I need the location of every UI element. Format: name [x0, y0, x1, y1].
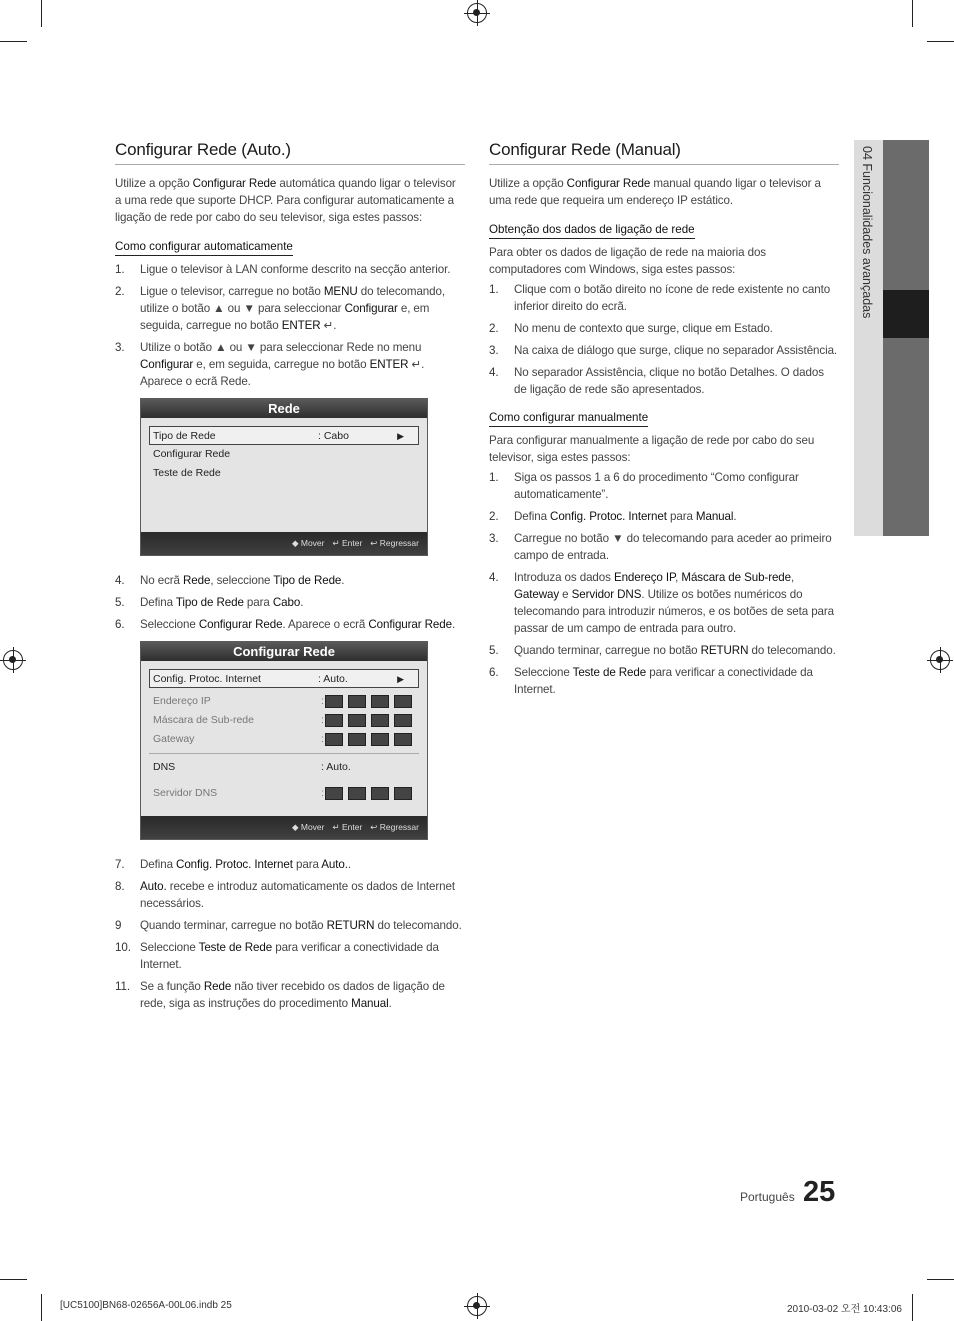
- tv-footer-hints: ◆ Mover ↵ Enter ↩ Regressar: [141, 532, 427, 555]
- step-text: Quando terminar, carregue no botão RETURN do telecomando.: [140, 919, 462, 932]
- list-item: [489, 320, 839, 337]
- step-text: No menu de contexto que surge, clique em Estado.: [514, 322, 773, 335]
- step-text: Carregue no botão ▼ do telecomando para aceder ao primeiro campo de entrada.: [514, 532, 832, 562]
- registration-mark-icon: [467, 3, 487, 23]
- step-text: Auto. recebe e introduz automaticamente os dados de Internet necessários.: [140, 880, 455, 910]
- page-number: 25: [803, 1176, 836, 1208]
- list-item: [115, 572, 465, 589]
- step-number: 1.: [489, 471, 499, 484]
- list-item: [115, 917, 465, 934]
- list-item: [115, 856, 465, 873]
- list-item: [115, 261, 465, 278]
- subheading-auto: Como configurar automaticamente: [115, 240, 293, 256]
- sub2-intro: Para configurar manualmente a ligação de rede por cabo do seu televisor, siga estes passos:: [489, 434, 815, 464]
- step-number: 4.: [489, 366, 499, 379]
- triangle-right-icon: ▶: [397, 431, 404, 441]
- step-text: Introduza os dados Endereço IP, Máscara de Sub-rede, Gateway e Servidor DNS. Utilize os botões numéricos do telecomando para introduzir números, e os botões de seta para passar de um campo de entrada para outro.: [514, 571, 835, 635]
- print-slug: [UC5100]BN68-02656A-00L06.indb 25: [60, 1300, 232, 1311]
- steps-list: [489, 469, 839, 698]
- step-number: 6.: [115, 618, 125, 631]
- step-text: Clique com o botão direito no ícone de rede existente no canto inferior direito do ecrã.: [514, 283, 831, 313]
- steps-list: [115, 261, 465, 390]
- section-title-auto: Configurar Rede (Auto.): [115, 140, 465, 165]
- step-text: Quando terminar, carregue no botão RETURN do telecomando.: [514, 644, 836, 657]
- step-number: 4.: [489, 571, 499, 584]
- crop-mark: [0, 1279, 27, 1280]
- step-number: 11.: [115, 980, 130, 993]
- registration-mark-icon: [467, 1296, 487, 1316]
- list-item: [115, 339, 465, 390]
- list-item: [115, 594, 465, 611]
- subheading-manual: Como configurar manualmente: [489, 411, 648, 427]
- step-number: 2.: [489, 510, 499, 523]
- section-title-manual: Configurar Rede (Manual): [489, 140, 839, 165]
- step-text: Defina Config. Protoc. Internet para Manual.: [514, 510, 737, 523]
- step-number: 10.: [115, 941, 131, 954]
- tv-screen-rede: [140, 398, 428, 556]
- field-endereco-ip: Endereço IP :: [141, 692, 427, 711]
- menu-item-configurar-rede[interactable]: Configurar Rede: [153, 448, 231, 460]
- list-item: [489, 569, 839, 637]
- menu-item-teste-de-rede[interactable]: Teste de Rede: [153, 467, 221, 479]
- tv-screen-title: Rede: [141, 399, 427, 418]
- list-item: [489, 281, 839, 315]
- menu-item-tipo-de-rede[interactable]: Tipo de Rede : Cabo ▶: [149, 426, 419, 445]
- step-number: 3.: [489, 344, 499, 357]
- step-text: Defina Tipo de Rede para Cabo.: [140, 596, 304, 609]
- sub1-intro: Para obter os dados de ligação de rede na maioria dos computadores com Windows, siga estes passos:: [489, 246, 766, 276]
- intro-paragraph: Utilize a opção Configurar Rede manual quando ligar o televisor a uma rede que requeira um endereço IP estático.: [489, 177, 821, 207]
- registration-mark-icon: [930, 650, 950, 670]
- step-number: 5.: [115, 596, 125, 609]
- list-item: [489, 364, 839, 398]
- step-number: 5.: [489, 644, 499, 657]
- step-number: 2.: [489, 322, 499, 335]
- step-number: 4.: [115, 574, 125, 587]
- footer-language: Português: [740, 1190, 795, 1204]
- list-item: [115, 978, 465, 1012]
- list-item: [115, 878, 465, 912]
- list-item: [115, 616, 465, 633]
- steps-list: [489, 281, 839, 398]
- step-number: 6.: [489, 666, 499, 679]
- step-number: 3.: [115, 341, 125, 354]
- step-text: Seleccione Teste de Rede para verificar a conectividade da Internet.: [514, 666, 813, 696]
- step-number: 8.: [115, 880, 125, 893]
- tv-footer-hints: ◆ Mover ↵ Enter ↩ Regressar: [141, 816, 427, 839]
- list-item: [489, 530, 839, 564]
- list-item: [489, 342, 839, 359]
- step-text: Na caixa de diálogo que surge, clique no separador Assistência.: [514, 344, 838, 357]
- tv-screen-configurar-rede: [140, 641, 428, 840]
- step-text: No ecrã Rede, seleccione Tipo de Rede.: [140, 574, 345, 587]
- step-text: Seleccione Teste de Rede para verificar a conectividade da Internet.: [140, 941, 439, 971]
- list-item: [489, 508, 839, 525]
- menu-item-dns[interactable]: DNS : Auto.: [153, 761, 351, 773]
- step-text: Ligue o televisor, carregue no botão MENU do telecomando, utilize o botão ▲ ou ▼ para seleccionar Configurar e, em seguida, carregue no botão ENTER ↵.: [140, 285, 445, 332]
- field-servidor-dns: Servidor DNS :: [141, 784, 427, 803]
- right-column: [489, 140, 839, 703]
- tv-screen-title: Configurar Rede: [141, 642, 427, 661]
- list-item: [489, 642, 839, 659]
- crop-mark: [41, 0, 42, 27]
- chapter-label: 04 Funcionalidades avançadas: [860, 146, 874, 319]
- list-item: [115, 283, 465, 334]
- crop-mark: [927, 41, 954, 42]
- step-number: 2.: [115, 285, 125, 298]
- subheading-obtencao: Obtenção dos dados de ligação de rede: [489, 223, 695, 239]
- left-column: [115, 140, 465, 1017]
- step-number: 7.: [115, 858, 125, 871]
- steps-list: [115, 572, 465, 633]
- crop-mark: [912, 0, 913, 27]
- chapter-side-tab: [854, 140, 929, 536]
- registration-mark-icon: [3, 650, 23, 670]
- step-text: Utilize o botão ▲ ou ▼ para seleccionar Rede no menu Configurar e, em seguida, carregue no botão ENTER ↵. Aparece o ecrã Rede.: [140, 341, 425, 388]
- crop-mark: [0, 41, 27, 42]
- triangle-right-icon: ▶: [397, 674, 404, 684]
- field-gateway: Gateway :: [141, 730, 427, 749]
- list-item: [489, 469, 839, 503]
- crop-mark: [41, 1294, 42, 1321]
- intro-paragraph: Utilize a opção Configurar Rede automática quando ligar o televisor a uma rede que suporte DHCP. Para configurar automaticamente a ligação de rede por cabo do seu televisor, siga estes passos:: [115, 177, 456, 224]
- step-text: Siga os passos 1 a 6 do procedimento “Como configurar automaticamente”.: [514, 471, 799, 501]
- print-timestamp: 2010-03-02 오전 10:43:06: [787, 1304, 902, 1315]
- step-number: 1.: [115, 263, 125, 276]
- menu-item-config-protoc[interactable]: Config. Protoc. Internet : Auto. ▶: [149, 669, 419, 688]
- step-number: 1.: [489, 283, 499, 296]
- list-item: [489, 664, 839, 698]
- step-text: Defina Config. Protoc. Internet para Auto..: [140, 858, 351, 871]
- list-item: [115, 939, 465, 973]
- step-text: No separador Assistência, clique no botão Detalhes. O dados de ligação de rede são apresentados.: [514, 366, 824, 396]
- step-number: 3.: [489, 532, 499, 545]
- step-text: Se a função Rede não tiver recebido os dados de ligação de rede, siga as instruções do procedimento Manual.: [140, 980, 445, 1010]
- steps-list: [115, 856, 465, 1012]
- step-number: 9: [115, 919, 122, 932]
- step-text: Seleccione Configurar Rede. Aparece o ecrã Configurar Rede.: [140, 618, 456, 631]
- crop-mark: [927, 1279, 954, 1280]
- field-mascara: Máscara de Sub-rede :: [141, 711, 427, 730]
- crop-mark: [912, 1294, 913, 1321]
- step-text: Ligue o televisor à LAN conforme descrito na secção anterior.: [140, 263, 451, 276]
